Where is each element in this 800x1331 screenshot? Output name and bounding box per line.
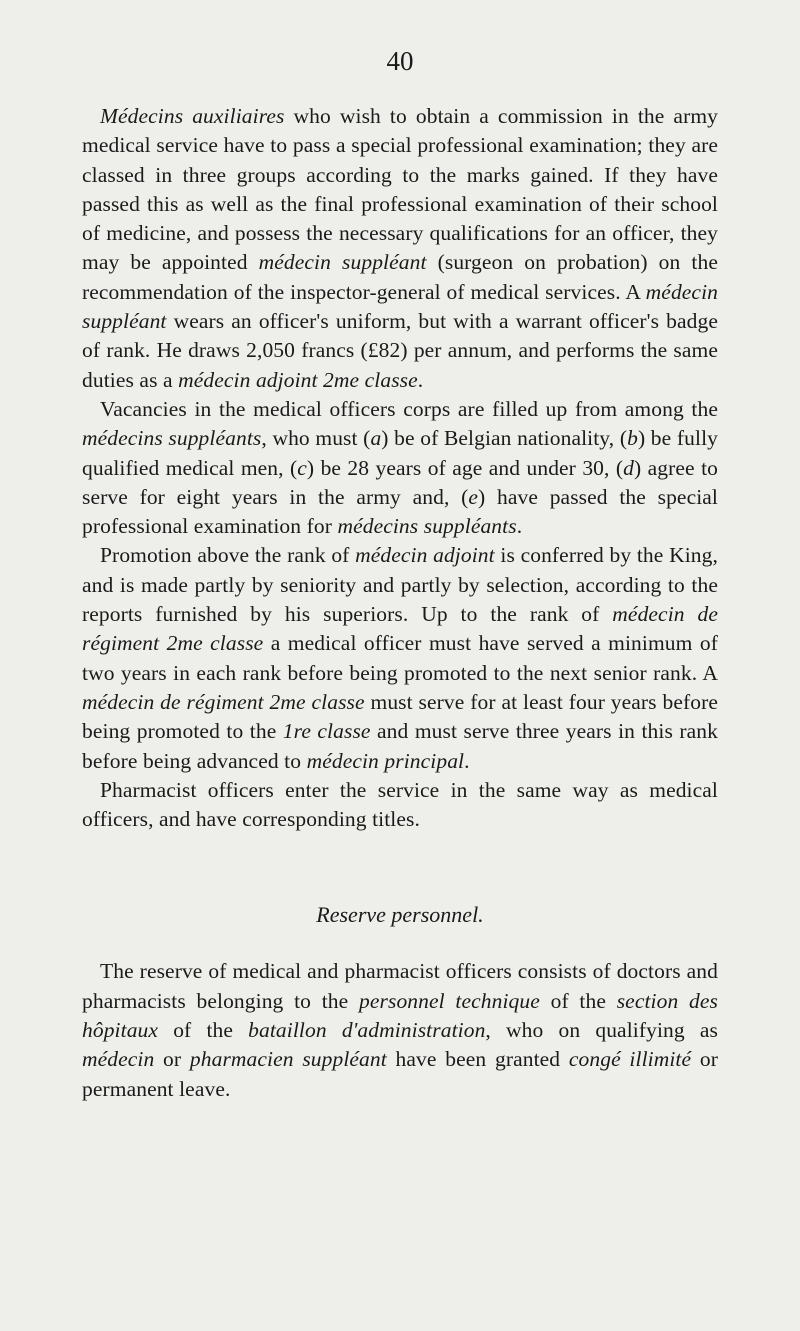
paragraph-vacancies: [82, 395, 718, 541]
paragraph-pharmacist-officers: [82, 776, 718, 835]
italic-term: médecins suppléants: [337, 514, 517, 539]
italic-term: médecin de régiment 2me classe: [82, 602, 719, 656]
italic-term: bataillon d'administration: [248, 1018, 486, 1043]
text-run: Vacancies in the medical officers corps are filled up from among the: [100, 396, 718, 421]
body-text: [82, 102, 718, 834]
page-number: 40: [386, 46, 414, 76]
italic-term: médecin adjoint: [355, 543, 495, 568]
text-run: and must serve three years in this rank before being advanced to: [82, 719, 718, 773]
paragraph-medecins-auxiliaires: [82, 102, 718, 395]
text-run: The reserve of medical and pharmacist officers consists of doctors and pharmacists belonging to the: [82, 959, 718, 1013]
text-run: of the: [158, 1018, 249, 1043]
italic-term: médecin de régiment 2me classe: [82, 689, 365, 714]
italic-term: 1re classe: [282, 719, 371, 744]
text-run: .: [516, 514, 523, 539]
text-run: who wish to obtain a commission in the army medical service have to pass a special professional examination; they are classed in three groups according to the marks gained. If they have passed this as well as the final professional examination of their school of medicine, and possess the necessary qualifications for an officer, they may be appointed: [82, 104, 718, 275]
italic-term: médecin suppléant: [82, 279, 718, 334]
italic-term: Médecins auxiliaires: [100, 104, 285, 128]
text-run: is conferred by the King, and is made partly by seniority and partly by selection, according to the reports furnished by his superiors. Up to the rank of: [82, 543, 718, 627]
text-run: ) agree to serve for eight years in the army and, (: [82, 455, 718, 509]
text-run: .: [464, 748, 470, 773]
text-run: .: [417, 367, 424, 392]
italic-term: médecin suppléant: [258, 250, 427, 275]
section-spacer: [82, 834, 800, 900]
text-run: Pharmacist officers enter the service in the same way as medical officers, and have corresponding titles.: [82, 777, 718, 832]
text-run: (surgeon on probation) on the recommendation of the inspector-general of medical services. A: [82, 250, 718, 304]
italic-term: médecins suppléants: [82, 426, 262, 451]
text-run: ) be 28 years of age and under 30, (: [306, 455, 624, 480]
section-heading-reserve-personnel: Reserve personnel.: [316, 902, 484, 928]
italic-term: c: [297, 455, 307, 480]
text-run: Promotion above the rank of: [100, 543, 356, 568]
italic-term: médecin adjoint 2me classe: [178, 367, 418, 392]
text-run: ) have passed the special professional examination for: [82, 484, 718, 539]
paragraph-promotion: [82, 541, 718, 775]
italic-term: section des hôpitaux: [82, 988, 718, 1043]
text-run: of the: [539, 988, 617, 1013]
text-run: ) be fully qualified medical men, (: [82, 426, 719, 480]
italic-term: personnel technique: [359, 988, 540, 1013]
text-run: , who on qualifying as: [485, 1018, 718, 1043]
text-run: or permanent leave.: [82, 1047, 718, 1101]
text-run: have been granted: [386, 1047, 569, 1072]
text-run: wears an officer's uniform, but with a warrant officer's badge of rank. He draws 2,050 francs (£82) per annum, and performs the same duties as a: [82, 309, 718, 392]
italic-term: e: [468, 484, 479, 509]
text-run: ) be of Belgian nationality, (: [381, 426, 628, 451]
text-run: , who must (: [261, 426, 371, 451]
italic-term: a: [370, 426, 382, 451]
text-run: a medical officer must have served a minimum of two years in each rank before being promoted to the next senior rank. A: [82, 631, 718, 685]
italic-term: d: [623, 455, 635, 480]
italic-term: pharmacien suppléant: [189, 1047, 387, 1072]
italic-term: médecin: [82, 1047, 155, 1072]
italic-term: b: [627, 426, 638, 451]
text-run: or: [154, 1047, 190, 1072]
reserve-text: [82, 957, 718, 1103]
text-run: must serve for at least four years before being promoted to the: [82, 689, 718, 744]
italic-term: congé illimité: [568, 1047, 692, 1072]
paragraph-reserve: [82, 957, 718, 1103]
italic-term: médecin principal: [306, 748, 465, 773]
